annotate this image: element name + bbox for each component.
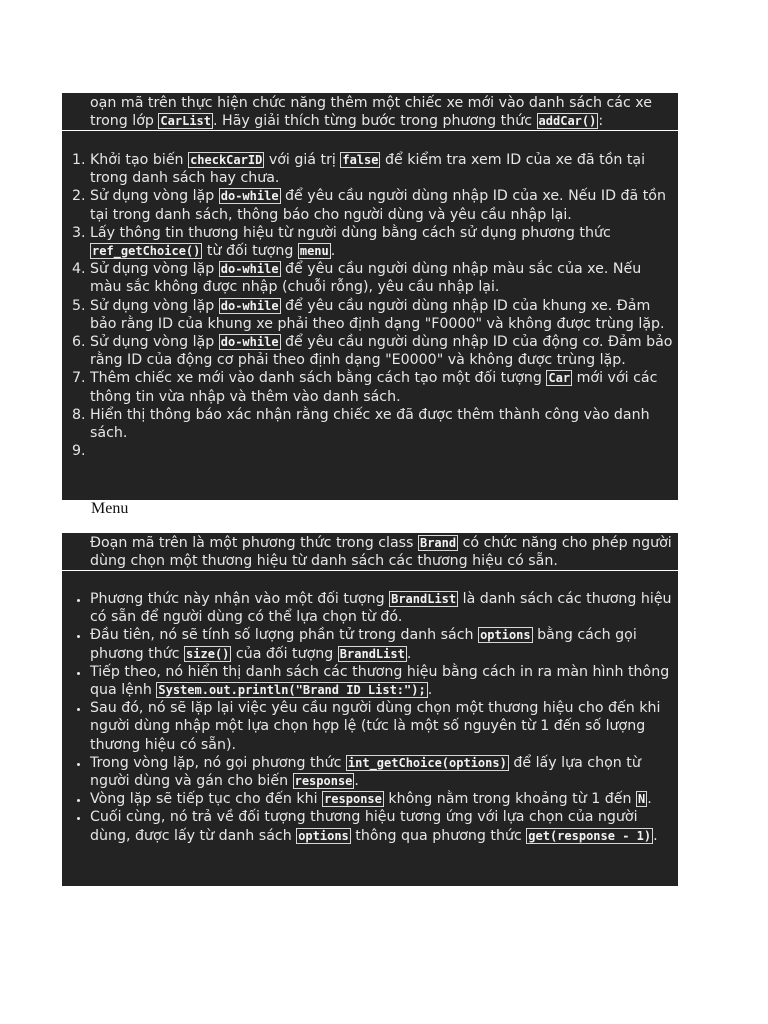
inline-code: CarList	[160, 114, 211, 129]
intro-text: :	[598, 113, 604, 130]
steps-list	[62, 151, 678, 460]
inline-code: ref_getChoice()	[92, 244, 201, 259]
list-item: • Vòng lặp sẽ tiếp tục cho đến khi response không nằm trong khoảng từ 1 đến N .	[90, 790, 674, 808]
section1-intro	[62, 93, 678, 130]
inline-code: get(response - 1)	[528, 828, 652, 843]
list-item: 8. Hiển thị thông báo xác nhận rằng chiếc xe đã được thêm thành công vào danh sách.	[90, 406, 674, 442]
list-item: • Trong vòng lặp, nó gọi phương thức int_getChoice(options) để lấy lựa chọn từ người dùng và gán cho biến response .	[90, 754, 674, 790]
list-item: 3. Lấy thông tin thương hiệu từ người dùng bằng cách sử dụng phương thức ref_getChoice() từ đối tượng menu .	[90, 224, 674, 260]
section-heading: Menu	[91, 500, 129, 517]
inline-code: Car	[548, 371, 571, 386]
bullet-list	[62, 590, 678, 845]
list-item: 7. Thêm chiếc xe mới vào danh sách bằng cách tạo một đối tượng Car mới với các thông tin vừa nhập và thêm vào danh sách.	[90, 369, 674, 405]
list-item: 1. Khởi tạo biến checkCarID với giá trị false để kiểm tra xem ID của xe đã tồn tại trong danh sách hay chưa.	[90, 151, 674, 187]
intro-text: có chức năng cho phép người dùng chọn một thương hiệu từ danh sách các thương hiệu có sẵn.	[90, 535, 672, 570]
inline-code: do-while	[220, 262, 279, 277]
inline-code: checkCarID	[190, 153, 263, 167]
section-divider	[62, 571, 678, 590]
inline-code: int_getChoice(options)	[347, 755, 507, 770]
inline-code: menu	[299, 244, 329, 259]
inline-code: do-while	[220, 189, 279, 204]
inline-code: do-while	[220, 335, 279, 350]
inline-code: Brand	[419, 536, 457, 550]
list-item	[90, 442, 674, 460]
intro-text: Đoạn mã trên là một phương thức trong class	[90, 535, 418, 551]
intro-text: . Hãy giải thích từng bước trong phương thức	[213, 113, 537, 130]
inline-code: do-while	[220, 298, 279, 313]
inline-code: false	[342, 153, 379, 167]
intro-text: oạn mã trên thực hiện chức năng thêm một chiếc xe mới vào danh sách các xe trong lớp	[90, 95, 652, 130]
list-item: • Tiếp theo, nó hiển thị danh sách các thương hiệu bằng cách in ra màn hình thông qua lệnh System.out.println("Brand ID List:"); .	[90, 663, 674, 699]
section2-intro	[62, 533, 678, 570]
section-divider	[62, 131, 678, 150]
inline-code: size()	[186, 646, 230, 661]
bullets-block	[62, 590, 678, 886]
steps-block	[62, 150, 678, 500]
inline-code: N	[638, 792, 646, 807]
inline-code: response	[324, 792, 382, 807]
list-item: • Cuối cùng, nó trả về đối tượng thương hiệu tương ứng với lựa chọn của người dùng, được lấy từ danh sách options thông qua phương thức get(response - 1) .	[90, 808, 674, 844]
inline-code: System.out.println("Brand ID List:");	[158, 683, 426, 698]
list-item: 6. Sử dụng vòng lặp do-while để yêu cầu người dùng nhập ID của động cơ. Đảm bảo rằng ID của động cơ phải theo định dạng "E0000" và không được trùng lặp.	[90, 333, 674, 369]
list-item: • Đầu tiên, nó sẽ tính số lượng phần tử trong danh sách options bằng cách gọi phương thức size() của đối tượng BrandList .	[90, 626, 674, 662]
inline-code: options	[480, 628, 531, 643]
list-item: 4. Sử dụng vòng lặp do-while để yêu cầu người dùng nhập màu sắc của xe. Nếu màu sắc không được nhập (chuỗi rỗng), yêu cầu nhập lại.	[90, 260, 674, 296]
inline-code: BrandList	[339, 646, 405, 661]
list-item: • Phương thức này nhận vào một đối tượng BrandList là danh sách các thương hiệu có sẵn để người dùng có thể lựa chọn từ đó.	[90, 590, 674, 626]
inline-code: response	[294, 774, 353, 789]
inline-code: addCar()	[538, 114, 597, 129]
list-item: • Sau đó, nó sẽ lặp lại việc yêu cầu người dùng chọn một thương hiệu cho đến khi người dùng nhập một lựa chọn hợp lệ (tức là một số nguyên từ 1 đến số lượng thương hiệu có sẵn).	[90, 699, 674, 754]
inline-code: options	[298, 828, 349, 843]
inline-code: BrandList	[391, 592, 457, 606]
list-item: 2. Sử dụng vòng lặp do-while để yêu cầu người dùng nhập ID của xe. Nếu ID đã tồn tại trong danh sách, thông báo cho người dùng và yêu cầu nhập lại.	[90, 187, 674, 223]
list-item: 5. Sử dụng vòng lặp do-while để yêu cầu người dùng nhập ID của khung xe. Đảm bảo rằng ID của khung xe phải theo định dạng "F0000" và không được trùng lặp.	[90, 297, 674, 333]
